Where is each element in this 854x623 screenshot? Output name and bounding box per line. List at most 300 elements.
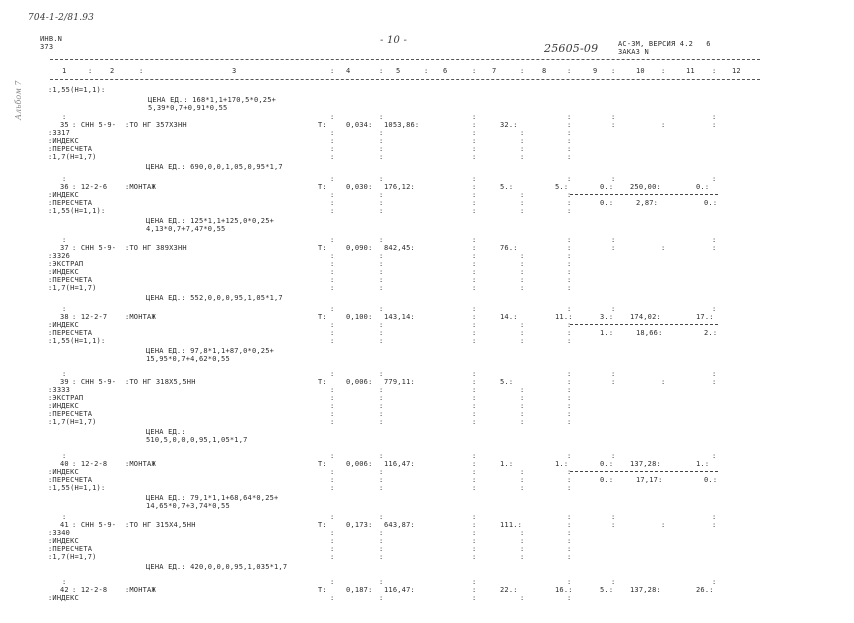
column-separator: :	[379, 476, 384, 484]
column-separator: :	[330, 537, 335, 545]
column-header-7: 7	[492, 67, 497, 75]
entry-marker: :	[379, 236, 384, 244]
column-separator: :	[472, 329, 477, 337]
column-separator: :	[379, 394, 384, 402]
column-header-12: 12	[732, 67, 741, 75]
entry-marker: :	[567, 370, 572, 378]
column-separator: :	[379, 386, 384, 394]
entry-unit: Т:	[318, 586, 327, 594]
column-separator: :	[379, 153, 384, 161]
entry-col4: 0,030:	[346, 183, 373, 191]
column-separator: :	[712, 67, 717, 75]
entry-col11-sub: 0.:	[704, 476, 718, 484]
entry-marker: :	[712, 578, 717, 586]
column-separator: :	[472, 484, 477, 492]
column-separator: :	[520, 321, 525, 329]
entry-marker: :	[330, 305, 335, 313]
entry-marker: :	[567, 578, 572, 586]
column-separator: :	[330, 410, 335, 418]
entry-col10-sub: 2,87:	[636, 199, 659, 207]
column-separator: :	[472, 337, 477, 345]
column-separator: :	[567, 394, 572, 402]
column-separator: :	[379, 337, 384, 345]
column-separator: :	[520, 199, 525, 207]
entry-unit: Т:	[318, 244, 327, 252]
entry-line: :ПЕРЕСЧЕТА	[48, 329, 93, 337]
entry-col4: 0,173:	[346, 521, 373, 529]
entry-marker: :	[472, 305, 477, 313]
column-separator: :	[520, 137, 525, 145]
carry-line-1: :1,55(Н=1,1):	[48, 86, 106, 94]
column-separator: :	[330, 553, 335, 561]
subtotal-rule	[570, 324, 718, 325]
entry-marker: :	[611, 305, 616, 313]
entry-col9-sub: 0.:	[600, 476, 614, 484]
entry-marker: :	[567, 175, 572, 183]
column-separator: :	[520, 252, 525, 260]
column-separator: :	[567, 137, 572, 145]
column-separator: :	[330, 284, 335, 292]
column-separator: :	[520, 394, 525, 402]
entry-col10: 250,00:	[630, 183, 661, 191]
column-separator: :	[379, 402, 384, 410]
entry-marker: :	[472, 370, 477, 378]
column-separator: :	[567, 529, 572, 537]
entry-marker: :	[611, 370, 616, 378]
column-separator: :	[567, 67, 572, 75]
column-separator: :	[567, 484, 572, 492]
entry-col11: 0.:	[696, 183, 710, 191]
column-separator: :	[520, 153, 525, 161]
entry-col7: 32.:	[500, 121, 518, 129]
entry-line: :3326	[48, 252, 71, 260]
column-separator: :	[472, 418, 477, 426]
column-separator: :	[472, 586, 477, 594]
entry-col10: 137,28:	[630, 460, 661, 468]
entry-marker: :	[379, 113, 384, 121]
column-separator: :	[520, 529, 525, 537]
column-separator: :	[472, 276, 477, 284]
column-separator: :	[330, 276, 335, 284]
column-separator: :	[330, 252, 335, 260]
unit-price-formula: ЦЕНА ЕД.: 420,0,0,0,95,1,035*1,7	[146, 563, 288, 571]
column-separator: :	[472, 553, 477, 561]
entry-col10: 137,28:	[630, 586, 661, 594]
column-separator: :	[567, 545, 572, 553]
entry-marker: :	[611, 236, 616, 244]
column-separator: :	[472, 67, 477, 75]
column-separator: :	[330, 402, 335, 410]
entry-line: :1,55(Н=1,1):	[48, 207, 106, 215]
column-separator: :	[379, 594, 384, 602]
column-separator: :	[520, 260, 525, 268]
version-label: АС-3М, ВЕРСИЯ 4.2 6	[618, 40, 711, 48]
entry-marker: :	[611, 513, 616, 521]
column-separator: :	[472, 268, 477, 276]
entry-line: : СНН 5-9- :ТО НГ 357Х3НН	[72, 121, 187, 129]
column-separator: :	[567, 276, 572, 284]
column-separator: :	[88, 67, 93, 75]
column-separator: :	[379, 329, 384, 337]
entry-line: : 12-2-8 :МОНТАЖ	[72, 586, 156, 594]
column-separator: :	[330, 137, 335, 145]
column-header-10: 10	[636, 67, 645, 75]
unit-price-formula: ЦЕНА ЕД.: 125*1,1+125,0*0,25+ 4,13*0,7+7,47*0,55	[146, 217, 275, 233]
entry-marker: :	[330, 236, 335, 244]
entry-line: :3333	[48, 386, 71, 394]
entry-line: :1,55(Н=1,1):	[48, 484, 106, 492]
column-separator: :	[520, 410, 525, 418]
entry-col9: 3.:	[600, 313, 614, 321]
entry-unit: Т:	[318, 183, 327, 191]
entry-line: :1,7(Н=1,7)	[48, 418, 97, 426]
column-separator: :	[520, 476, 525, 484]
entry-marker: :	[62, 305, 67, 313]
column-separator: :	[330, 268, 335, 276]
entry-line: :ПЕРЕСЧЕТА	[48, 545, 93, 553]
unit-price-formula: ЦЕНА ЕД.: 97,8*1,1+87,0*0,25+ 15,95*0,7+4,62*0,55	[146, 347, 275, 363]
column-separator: :	[567, 145, 572, 153]
entry-marker: :	[712, 236, 717, 244]
column-separator: :	[472, 386, 477, 394]
column-separator: :	[520, 329, 525, 337]
entry-line: :ИНДЕКС	[48, 137, 79, 145]
column-separator: :	[379, 145, 384, 153]
entry-number: 37	[60, 244, 69, 252]
column-separator: :	[567, 199, 572, 207]
entry-line: :ЭКСТРАП	[48, 394, 84, 402]
entry-marker: :	[567, 513, 572, 521]
entry-line: : 12-2-8 :МОНТАЖ	[72, 460, 156, 468]
column-separator: :	[330, 386, 335, 394]
entry-col11-sub: 0.:	[704, 199, 718, 207]
column-separator: :	[330, 260, 335, 268]
entry-marker: :	[472, 452, 477, 460]
entry-col5: 842,45:	[384, 244, 415, 252]
column-separator: :	[379, 199, 384, 207]
entry-number: 41	[60, 521, 69, 529]
header-rule-bottom	[50, 79, 760, 80]
page-number: - 10 -	[380, 35, 408, 46]
column-separator: :	[567, 553, 572, 561]
entry-marker: :	[472, 513, 477, 521]
column-separator: :	[567, 476, 572, 484]
entry-marker: :	[611, 452, 616, 460]
entry-line: :ПЕРЕСЧЕТА	[48, 145, 93, 153]
entry-marker: :	[567, 452, 572, 460]
column-separator: :	[330, 529, 335, 537]
entry-line: :ИНДЕКС	[48, 402, 79, 410]
entry-marker: :	[712, 305, 717, 313]
unit-price-formula: ЦЕНА ЕД.: 79,1*1,1+68,64*0,25+ 14,65*0,7+3,74*0,55	[146, 494, 279, 510]
entry-marker: :	[330, 578, 335, 586]
order-number: 25605-09	[544, 42, 599, 55]
column-separator: :	[379, 191, 384, 199]
column-separator: :	[611, 121, 616, 129]
column-separator: :	[520, 484, 525, 492]
column-separator: :	[330, 153, 335, 161]
column-separator: :	[472, 468, 477, 476]
entry-line: :3317	[48, 129, 71, 137]
column-separator: :	[472, 284, 477, 292]
column-separator: :	[330, 394, 335, 402]
column-separator: :	[520, 337, 525, 345]
column-separator: :	[379, 545, 384, 553]
column-separator: :	[379, 418, 384, 426]
column-separator: :	[379, 537, 384, 545]
column-separator: :	[424, 67, 429, 75]
entry-marker: :	[712, 452, 717, 460]
column-separator: :	[520, 129, 525, 137]
column-header-6: 6	[443, 67, 448, 75]
column-separator: :	[567, 284, 572, 292]
entry-number: 35	[60, 121, 69, 129]
column-separator: :	[567, 129, 572, 137]
entry-marker: :	[472, 113, 477, 121]
column-separator: :	[520, 402, 525, 410]
column-separator: :	[567, 207, 572, 215]
column-separator: :	[472, 145, 477, 153]
column-separator: :	[567, 321, 572, 329]
side-note: Альбом 7	[14, 80, 23, 120]
entry-line: :1,55(Н=1,1):	[48, 337, 106, 345]
entry-line: :3340	[48, 529, 71, 537]
column-separator: :	[520, 284, 525, 292]
column-separator: :	[520, 537, 525, 545]
column-separator: :	[472, 313, 477, 321]
entry-number: 40	[60, 460, 69, 468]
column-separator: :	[472, 460, 477, 468]
column-separator: :	[472, 244, 477, 252]
entry-marker: :	[611, 578, 616, 586]
column-separator: :	[379, 137, 384, 145]
column-separator: :	[661, 378, 666, 386]
column-separator: :	[567, 594, 572, 602]
entry-line: :1,7(Н=1,7)	[48, 553, 97, 561]
column-separator: :	[330, 191, 335, 199]
column-separator: :	[472, 410, 477, 418]
entry-line: :1,7(Н=1,7)	[48, 153, 97, 161]
entry-col10: 174,02:	[630, 313, 661, 321]
entry-line: :ИНДЕКС	[48, 537, 79, 545]
column-separator: :	[379, 553, 384, 561]
column-separator: :	[330, 321, 335, 329]
column-separator: :	[472, 594, 477, 602]
entry-col8: 1.:	[555, 460, 569, 468]
entry-line: : 12-2-7 :МОНТАЖ	[72, 313, 156, 321]
entry-col5: 176,12:	[384, 183, 415, 191]
column-header-2: 2	[110, 67, 115, 75]
column-separator: :	[472, 121, 477, 129]
entry-col11-sub: 2.:	[704, 329, 718, 337]
column-header-9: 9	[593, 67, 598, 75]
entry-col9: 0.:	[600, 183, 614, 191]
entry-col5: 1053,86:	[384, 121, 420, 129]
column-separator: :	[661, 244, 666, 252]
entry-marker: :	[472, 578, 477, 586]
column-header-4: 4	[346, 67, 351, 75]
column-separator: :	[567, 153, 572, 161]
column-separator: :	[472, 521, 477, 529]
entry-col4: 0,090:	[346, 244, 373, 252]
entry-marker: :	[379, 578, 384, 586]
entry-col7: 1.:	[500, 460, 514, 468]
entry-line: : СНН 5-9- :ТО НГ 315Х4,5НН	[72, 521, 196, 529]
entry-col7: 14.:	[500, 313, 518, 321]
entry-marker: :	[330, 452, 335, 460]
column-separator: :	[330, 145, 335, 153]
entry-col5: 643,87:	[384, 521, 415, 529]
column-separator: :	[712, 378, 717, 386]
entry-marker: :	[379, 175, 384, 183]
column-separator: :	[472, 260, 477, 268]
entry-unit: Т:	[318, 121, 327, 129]
column-separator: :	[661, 521, 666, 529]
entry-line: :ИНДЕКС	[48, 268, 79, 276]
entry-col10-sub: 18,66:	[636, 329, 663, 337]
column-separator: :	[379, 252, 384, 260]
entry-col4: 0,006:	[346, 460, 373, 468]
entry-marker: :	[330, 513, 335, 521]
column-separator: :	[472, 183, 477, 191]
column-separator: :	[472, 191, 477, 199]
column-separator: :	[567, 521, 572, 529]
entry-col10-sub: 17,17:	[636, 476, 663, 484]
doc-code: 704-1-2/81.93	[28, 13, 95, 23]
column-separator: :	[472, 321, 477, 329]
entry-col8: 11.:	[555, 313, 573, 321]
column-separator: :	[330, 337, 335, 345]
column-separator: :	[520, 553, 525, 561]
entry-marker: :	[379, 452, 384, 460]
entry-marker: :	[330, 370, 335, 378]
entry-line: : 12-2-6 :МОНТАЖ	[72, 183, 156, 191]
column-separator: :	[330, 129, 335, 137]
column-header-3: 3	[232, 67, 237, 75]
subtotal-rule	[570, 194, 718, 195]
entry-marker: :	[611, 113, 616, 121]
entry-col5: 116,47:	[384, 460, 415, 468]
column-separator: :	[567, 252, 572, 260]
column-separator: :	[712, 121, 717, 129]
entry-number: 42	[60, 586, 69, 594]
entry-marker: :	[712, 370, 717, 378]
column-separator: :	[567, 402, 572, 410]
entry-col4: 0,034:	[346, 121, 373, 129]
column-separator: :	[379, 268, 384, 276]
column-separator: :	[567, 537, 572, 545]
column-separator: :	[379, 468, 384, 476]
entry-col7: 111.:	[500, 521, 523, 529]
entry-line: :ПЕРЕСЧЕТА	[48, 410, 93, 418]
entry-col5: 779,11:	[384, 378, 415, 386]
entry-line: :ИНДЕКС	[48, 191, 79, 199]
column-separator: :	[567, 244, 572, 252]
entry-line: :1,7(Н=1,7)	[48, 284, 97, 292]
column-separator: :	[520, 386, 525, 394]
column-separator: :	[472, 402, 477, 410]
column-separator: :	[330, 67, 335, 75]
column-separator: :	[139, 67, 144, 75]
entry-line: :ПЕРЕСЧЕТА	[48, 276, 93, 284]
column-separator: :	[567, 191, 572, 199]
column-separator: :	[472, 378, 477, 386]
unit-price-formula: ЦЕНА ЕД.: 552,0,0,0,95,1,05*1,7	[146, 294, 283, 302]
entry-col9: 0.:	[600, 460, 614, 468]
column-separator: :	[472, 476, 477, 484]
entry-col9: 5.:	[600, 586, 614, 594]
entry-number: 39	[60, 378, 69, 386]
column-separator: :	[520, 545, 525, 553]
column-separator: :	[379, 284, 384, 292]
entry-marker: :	[62, 113, 67, 121]
column-separator: :	[520, 276, 525, 284]
entry-col11: 26.:	[696, 586, 714, 594]
entry-marker: :	[330, 175, 335, 183]
column-separator: :	[712, 244, 717, 252]
entry-col4: 0,006:	[346, 378, 373, 386]
column-separator: :	[567, 378, 572, 386]
column-separator: :	[712, 521, 717, 529]
inv-label: ИНВ.N	[40, 35, 63, 43]
entry-line: : СНН 5-9- :ТО НГ 318Х5,5НН	[72, 378, 196, 386]
inv-number: 373	[40, 43, 54, 51]
entry-line: :ЭКСТРАП	[48, 260, 84, 268]
entry-marker: :	[567, 236, 572, 244]
column-separator: :	[379, 67, 384, 75]
entry-marker: :	[379, 513, 384, 521]
column-separator: :	[379, 207, 384, 215]
entry-line: :ПЕРЕСЧЕТА	[48, 476, 93, 484]
column-separator: :	[472, 129, 477, 137]
column-separator: :	[472, 252, 477, 260]
column-separator: :	[330, 594, 335, 602]
entry-marker: :	[62, 236, 67, 244]
column-separator: :	[379, 410, 384, 418]
entry-col5: 116,47:	[384, 586, 415, 594]
column-header-8: 8	[542, 67, 547, 75]
entry-marker: :	[62, 370, 67, 378]
entry-line: :ИНДЕКС	[48, 321, 79, 329]
entry-marker: :	[567, 305, 572, 313]
column-separator: :	[330, 329, 335, 337]
column-separator: :	[330, 468, 335, 476]
entry-col7: 22.:	[500, 586, 518, 594]
column-separator: :	[520, 207, 525, 215]
header-rule-top	[50, 59, 760, 60]
column-separator: :	[330, 484, 335, 492]
column-separator: :	[472, 153, 477, 161]
column-separator: :	[472, 537, 477, 545]
column-separator: :	[520, 418, 525, 426]
column-separator: :	[379, 529, 384, 537]
entry-unit: Т:	[318, 521, 327, 529]
entry-col9-sub: 1.:	[600, 329, 614, 337]
entry-marker: :	[712, 175, 717, 183]
column-separator: :	[567, 268, 572, 276]
column-separator: :	[379, 129, 384, 137]
entry-marker: :	[379, 305, 384, 313]
entry-col9-sub: 0.:	[600, 199, 614, 207]
carry-line-3: 5,39*0,7+0,91*0,55	[148, 104, 228, 112]
entry-col4: 0,100:	[346, 313, 373, 321]
column-separator: :	[472, 137, 477, 145]
column-separator: :	[611, 378, 616, 386]
entry-col11: 1.:	[696, 460, 710, 468]
entry-line: :ИНДЕКС	[48, 594, 79, 602]
entry-col4: 0,187:	[346, 586, 373, 594]
column-separator: :	[567, 468, 572, 476]
